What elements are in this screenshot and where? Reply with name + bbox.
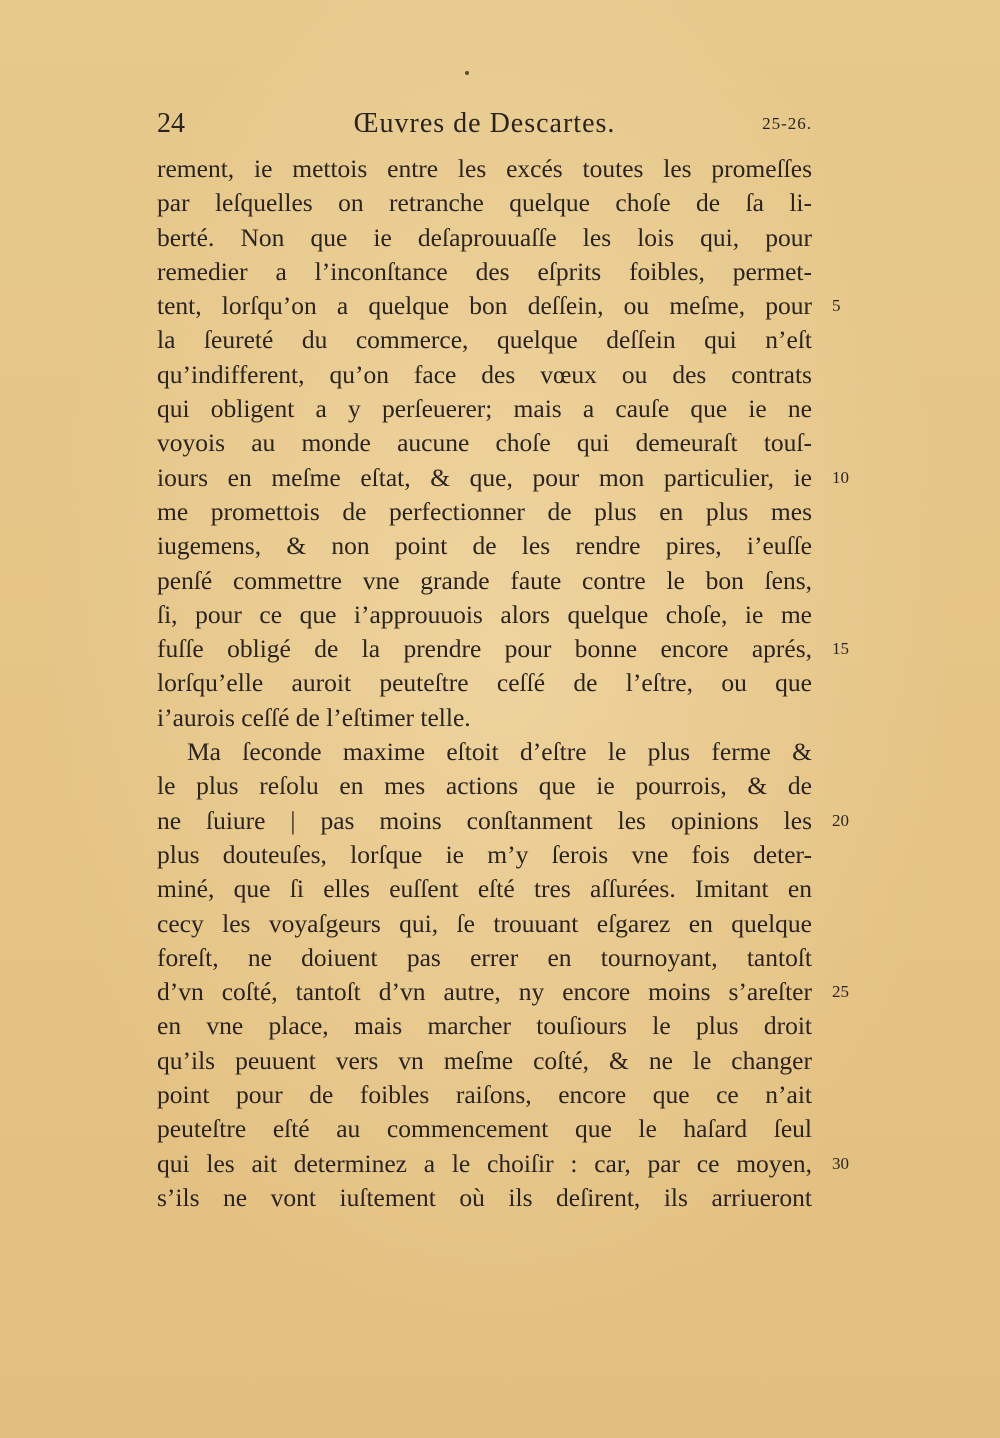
text-line: voyois au monde aucune choſe qui demeuraſt touſ- [157,428,812,458]
text-line: qui les ait determinez a le choiſir : car, par ce moyen, [157,1148,812,1178]
text-line: s’ils ne vont iuſtement où ils deſirent, ils arriueront [157,1182,812,1212]
text-line: le plus reſolu en mes actions que ie pourrois, & de [157,771,812,801]
text-line: fuſſe obligé de la prendre pour bonne encore aprés, [157,634,812,664]
text-line: qui obligent a y perſeuerer; mais a cauſe que ie ne [157,394,812,424]
page-number: 24 [157,108,185,139]
text-line: foreſt, ne doiuent pas errer en tournoyant, tantoſt [157,942,812,972]
text-line: par leſquelles on retranche quelque choſe de ſa li- [157,188,812,218]
text-line: rement, ie mettois entre les excés toutes les promeſſes [157,154,812,183]
text-line: qu’ils peuuent vers vn meſme coſté, & ne le changer [157,1045,812,1075]
text-line: me promettois de perfectionner de plus en plus mes [157,496,812,526]
page-header [157,104,812,144]
ink-speck [465,71,469,75]
line-number: 15 [832,639,849,659]
running-title: Œuvres de Descartes. [353,108,616,139]
text-line: la ſeureté du commerce, quelque deſſein qui n’eſt [157,325,812,355]
text-line: berté. Non que ie deſaprouuaſſe les lois qui, pour [157,222,812,252]
text-line: ne ſuiure | pas moins conſtanment les opinions les [157,805,812,835]
line-number: 20 [832,810,849,830]
body-text [157,152,812,1215]
text-line: plus douteuſes, lorſque ie m’y ſerois vne fois deter- [157,839,812,869]
text-line: d’vn coſté, tantoſt d’vn autre, ny encore moins s’areſter [157,977,812,1007]
text-line: remedier a l’inconſtance des eſprits foibles, permet- [157,256,812,286]
text-line: lorſqu’elle auroit peuteſtre ceſſé de l’eſtre, ou que [157,668,812,698]
section-reference: 25-26. [762,114,812,133]
text-line: cecy les voyaſgeurs qui, ſe trouuant eſgarez en quelque [157,908,812,938]
text-line: ſi, pour ce que i’approuuois alors quelque choſe, ie me [157,599,812,629]
text-line: iugemens, & non point de les rendre pires, i’euſſe [157,531,812,561]
paragraph-first-line: Ma ſeconde maxime eſtoit d’eſtre le plus ferme & [187,737,812,767]
line-number: 30 [832,1153,849,1173]
line-number: 5 [832,296,841,316]
text-line: point pour de foibles raiſons, encore que ce n’ait [157,1080,812,1110]
text-line: miné, que ſi elles euſſent eſté tres aſſurées. Imitant en [157,874,812,904]
line-number: 10 [832,467,849,487]
paragraph-last-line: i’aurois ceſſé de l’eſtimer telle. [157,702,471,732]
text-line: peuteſtre eſté au commencement que le haſard ſeul [157,1114,812,1144]
line-number: 25 [832,982,849,1002]
text-line: iours en meſme eſtat, & que, pour mon particulier, ie [157,462,812,492]
text-line: tent, lorſqu’on a quelque bon deſſein, ou meſme, pour [157,291,812,321]
text-line: en vne place, mais marcher touſiours le plus droit [157,1011,812,1041]
text-line: qu’indifferent, qu’on face des vœux ou des contrats [157,359,812,389]
text-line: penſé commettre vne grande faute contre le bon ſens, [157,565,812,595]
